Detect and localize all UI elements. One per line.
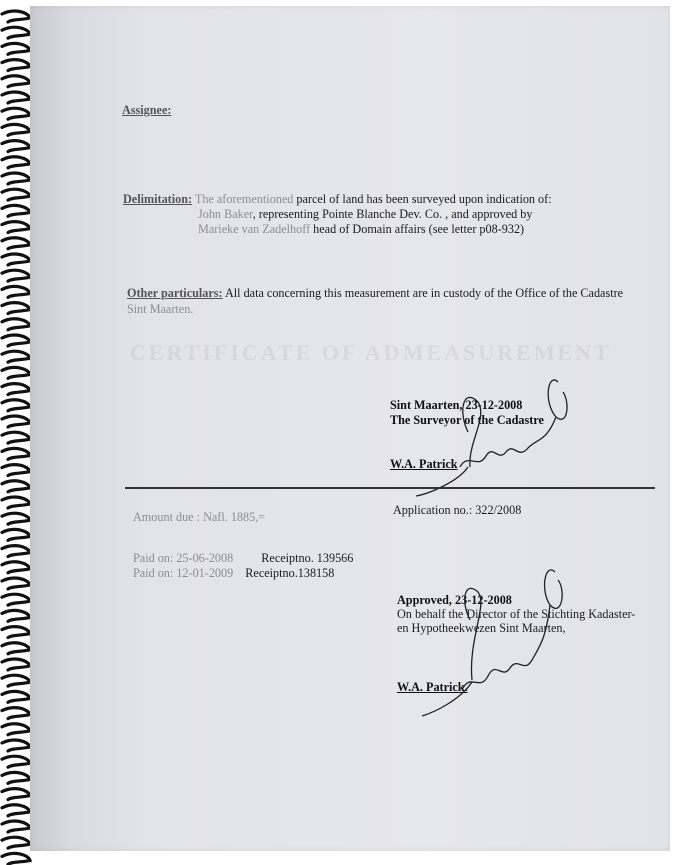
spiral-coil: [2, 724, 30, 735]
spiral-coil: [2, 400, 30, 411]
spiral-coil: [2, 708, 30, 719]
spiral-coil: [2, 659, 30, 670]
separator-line: [125, 487, 655, 489]
paid-on-date: Paid on: 12-01-2009: [133, 566, 234, 580]
faded-heading: CERTIFICATE OF ADMEASUREMENT: [130, 340, 612, 365]
spiral-coil: [2, 108, 30, 119]
spiral-coil: [2, 448, 30, 459]
spiral-coil: [2, 529, 30, 540]
spiral-coil: [2, 691, 30, 702]
spiral-coil: [2, 853, 30, 864]
spiral-coil: [2, 643, 30, 654]
delimitation-text-end: parcel of land has been surveyed upon indication of:: [293, 192, 552, 206]
spiral-coil: [2, 238, 30, 249]
approval-line3: en Hypotheekwezen Sint Maarten,: [397, 621, 566, 635]
paid-on-date: Paid on: 25-06-2008: [133, 551, 234, 565]
delimitation-person-name: John Baker: [198, 207, 253, 221]
surveyor-place-date: Sint Maarten, 23-12-2008: [390, 398, 523, 412]
approval-line2: On behalf the Director of the Stichting Kadaster-: [397, 607, 636, 621]
spiral-coil: [2, 497, 30, 508]
spiral-coil: [2, 303, 30, 314]
delimitation-line1: [123, 192, 552, 207]
spiral-coil: [2, 465, 30, 476]
spiral-coil: [2, 594, 30, 605]
amount-due: Amount due : Nafl. 1885,=: [133, 510, 266, 524]
other-particulars-line2: Sint Maarten.: [127, 302, 194, 316]
spiral-coil: [2, 432, 30, 443]
spiral-coil: [2, 416, 30, 427]
spiral-coil: [2, 740, 30, 751]
spiral-coil: [2, 756, 30, 767]
other-particulars-line1: [127, 286, 623, 301]
spiral-coil: [2, 546, 30, 557]
spiral-coil: [2, 610, 30, 621]
payment-row: [133, 566, 334, 581]
spiral-coil: [2, 351, 30, 362]
delimitation-label: Delimitation:: [123, 192, 193, 206]
spiral-coil: [2, 513, 30, 524]
spiral-coil: [2, 837, 30, 848]
approval-signature: [410, 560, 580, 720]
receipt-number: Receiptno. 139566: [261, 551, 354, 565]
delimitation-text-start: The aforementioned: [194, 192, 294, 206]
spiral-coil: [2, 124, 30, 135]
spiral-coil: [2, 222, 30, 233]
spiral-coil: [2, 189, 30, 200]
approval-date: Approved, 23-12-2008: [397, 593, 512, 607]
spiral-coil: [2, 205, 30, 216]
other-particulars-text: All data concerning this measurement are in custody of the Office of the Cadastre: [222, 286, 624, 300]
spiral-coil: [2, 286, 30, 297]
delimitation-line3-text: head of Domain affairs (see letter p08-932): [310, 222, 525, 236]
spiral-coil: [2, 772, 30, 783]
spiral-coil: [2, 76, 30, 87]
spiral-coil: [2, 157, 30, 168]
surveyor-title: The Surveyor of the Cadastre: [390, 413, 544, 427]
spiral-coil: [2, 562, 30, 573]
spiral-coil: [2, 92, 30, 103]
spiral-binding: [0, 0, 34, 865]
spiral-coil: [2, 43, 30, 54]
spiral-coil: [2, 675, 30, 686]
delimitation-line2-text: , representing Pointe Blanche Dev. Co. , and approved by: [252, 207, 533, 221]
spiral-coil: [2, 60, 30, 71]
surveyor-name: W.A. Patrick: [390, 457, 458, 471]
receipt-number: Receiptno.138158: [245, 566, 335, 580]
spiral-coil: [2, 27, 30, 38]
spiral-coil: [2, 805, 30, 816]
spiral-coil: [2, 254, 30, 265]
delimitation-approver-name: Marieke van Zadelhoff: [198, 222, 311, 236]
spiral-coil: [2, 789, 30, 800]
spiral-coil: [2, 11, 30, 22]
delimitation-line3: [198, 222, 524, 237]
spiral-coil: [2, 270, 30, 281]
surveyor-signature: [398, 372, 578, 502]
spiral-coil: [2, 367, 30, 378]
spiral-coil: [2, 384, 30, 395]
other-particulars-label: Other particulars:: [127, 286, 223, 300]
spiral-coil: [2, 821, 30, 832]
spiral-coil: [2, 141, 30, 152]
application-number: Application no.: 322/2008: [393, 503, 522, 517]
spiral-coil: [2, 319, 30, 330]
spiral-coil: [2, 481, 30, 492]
spiral-coil: [2, 335, 30, 346]
assignee-label: Assignee:: [122, 103, 172, 117]
approver-name: W.A. Patrick.: [397, 680, 468, 694]
payment-row: [133, 551, 353, 566]
delimitation-line2: [198, 207, 532, 222]
spiral-coil: [2, 578, 30, 589]
spiral-coil: [2, 173, 30, 184]
spiral-coil: [2, 627, 30, 638]
